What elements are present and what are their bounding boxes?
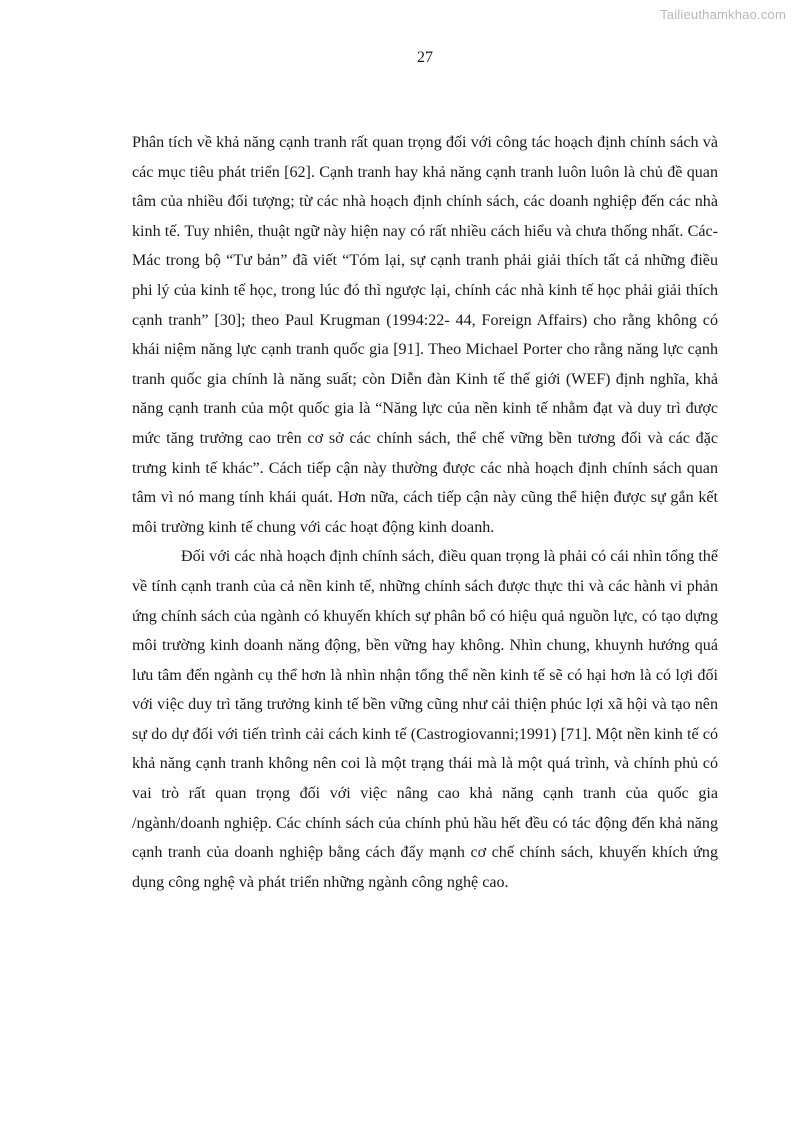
paragraph-2: Đối với các nhà hoạch định chính sách, điều quan trọng là phải có cái nhìn tổng thể về tính cạnh tranh của cả nền kinh tế, những chính sách được thực thi và các hành vi phản ứng chính sách của ngành có khuyến khích sự phân bổ có hiệu quả nguồn lực, có tạo dựng môi trường kinh doanh năng động, bền vững hay không. Nhìn chung, khuynh hướng quá lưu tâm đến ngành cụ thể hơn là nhìn nhận tổng thể nền kinh tế sẽ có hại hơn là có lợi đối với việc duy trì tăng trưởng kinh tế bền vững cũng như cải thiện phúc lợi xã hội và tạo nên sự do dự đối với tiến trình cải cách kinh tế (Castrogiovanni;1991) [71]. Một nền kinh tế có khả năng cạnh tranh không nên coi là một trạng thái mà là một quá trình, và chính phủ có vai trò rất quan trọng đối với việc nâng cao khả năng cạnh tranh của quốc gia /ngành/doanh nghiệp. Các chính sách của chính phủ hầu hết đều có tác động đến khả năng cạnh tranh của doanh nghiệp bằng cách đẩy mạnh cơ chế chính sách, khuyến khích ứng dụng công nghệ và phát triển những ngành công nghệ cao. [132, 548, 718, 891]
watermark-text: Tailieuthamkhao.com [660, 7, 786, 22]
paragraph-1: Phân tích về khả năng cạnh tranh rất quan trọng đối với công tác hoạch định chính sách và các mục tiêu phát triển [62]. Cạnh tranh hay khả năng cạnh tranh luôn luôn là chủ đề quan tâm của nhiều đối tượng; từ các nhà hoạch định chính sách, các doanh nghiệp đến các nhà kinh tế. Tuy nhiên, thuật ngữ này hiện nay có rất nhiều cách hiểu và chưa thống nhất. Các-Mác trong bộ “Tư bản” đã viết “Tóm lại, sự cạnh tranh phải giải thích tất cả những điều phi lý của kinh tế học, trong lúc đó thì ngược lại, chính các nhà kinh tế học phải giải thích cạnh tranh” [30]; theo Paul Krugman (1994:22- 44, Foreign Affairs) cho rằng không có khái niệm năng lực cạnh tranh quốc gia [91]. Theo Michael Porter cho rằng năng lực cạnh tranh quốc gia chính là năng suất; còn Diễn đàn Kinh tế thế giới (WEF) định nghĩa, khả năng cạnh tranh của một quốc gia là “Năng lực của nền kinh tế nhằm đạt và duy trì được mức tăng trưởng cao trên cơ sở các chính sách, thể chế vững bền tương đối và các đặc trưng kinh tế khác”. Cách tiếp cận này thường được các nhà hoạch định chính sách quan tâm vì nó mang tính khái quát. Hơn nữa, cách tiếp cận này cũng thể hiện được sự gắn kết môi trường kinh tế chung với các hoạt động kinh doanh. [132, 134, 718, 536]
page-number: 27 [417, 49, 433, 66]
document-body [132, 128, 718, 897]
